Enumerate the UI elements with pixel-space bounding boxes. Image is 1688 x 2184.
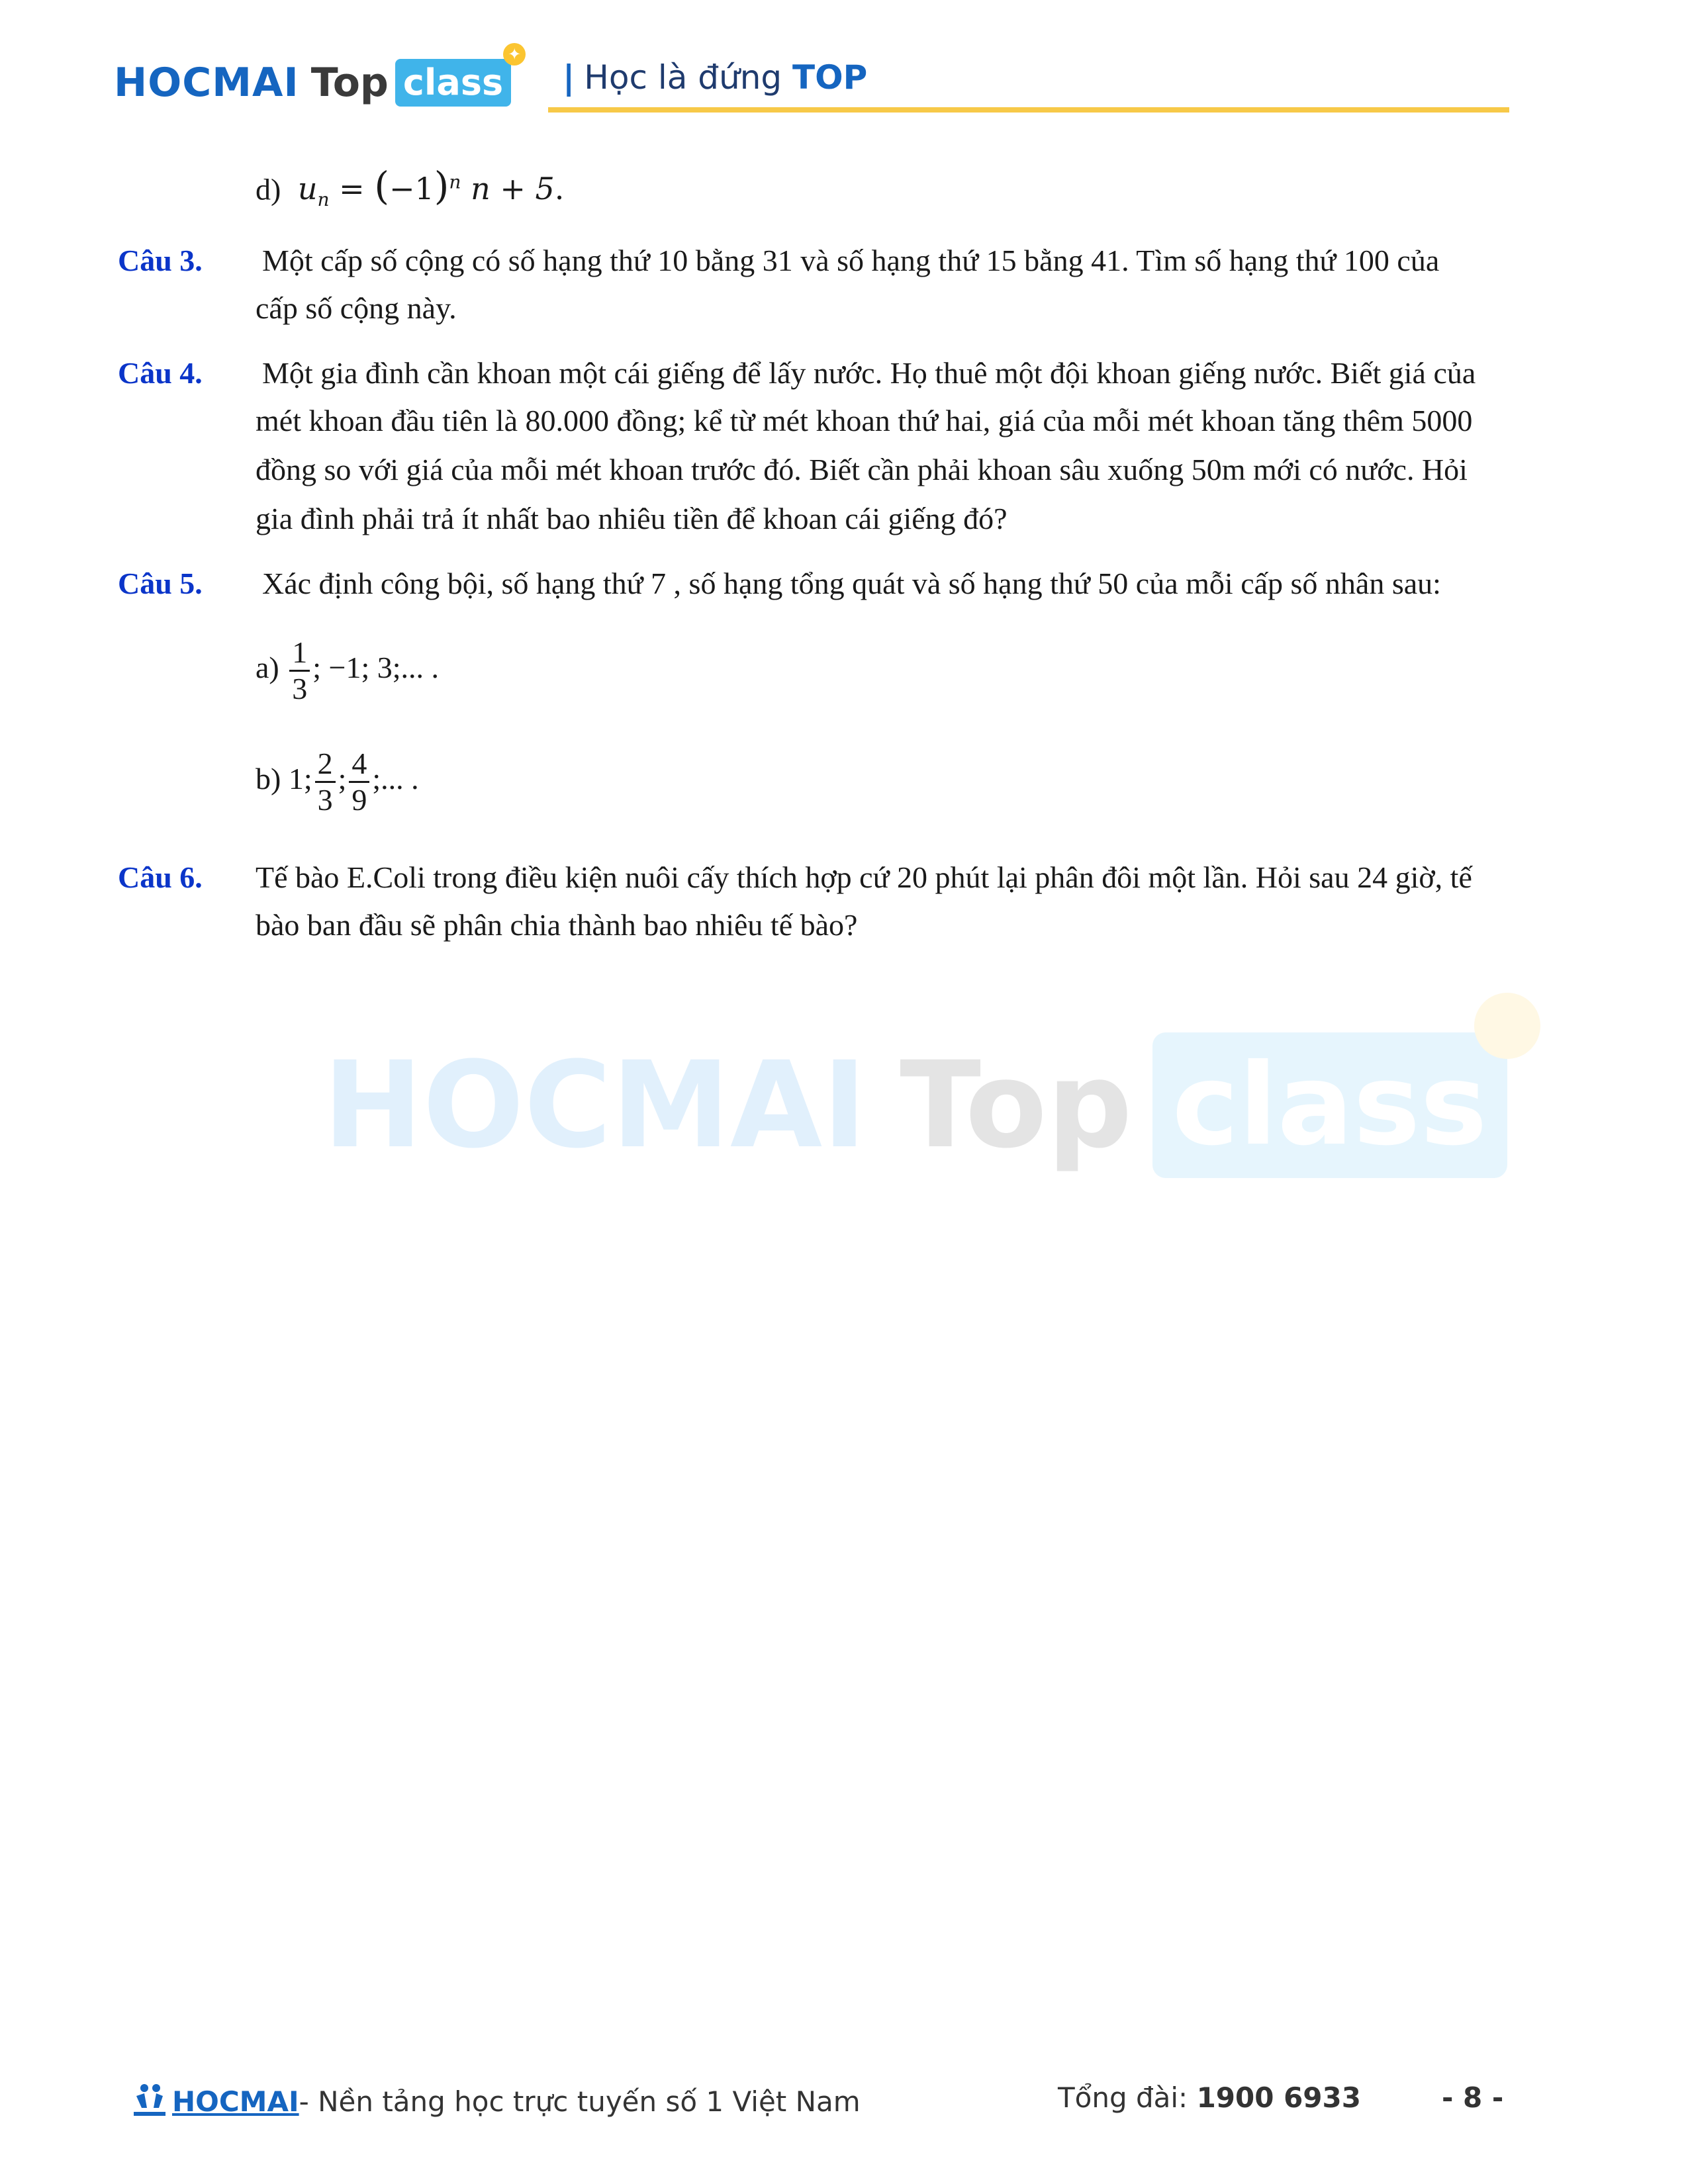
- header-logo: [114, 45, 522, 113]
- watermark-class-badge: [1152, 1032, 1507, 1178]
- q5-line1: Xác định công bội, số hạng thứ 7 , số hạng tổng quát và số hạng thứ 50 của mỗi cấp số nhân sau:: [262, 567, 1441, 600]
- hocmai-people-icon: [130, 2081, 169, 2121]
- math-dot: .: [554, 171, 565, 207]
- q4-line3: đồng so với giá của mỗi mét khoan trước đó. Biết cần phải khoan sâu xuống 50m mới có nước. Hỏi: [256, 453, 1468, 486]
- q5-a-rest: ; −1; 3;... .: [312, 651, 440, 685]
- fraction-denominator: 9: [352, 783, 367, 817]
- watermark-star-icon: [1474, 993, 1540, 1059]
- math-sub: n: [317, 189, 330, 211]
- tagline-bar: |: [563, 58, 575, 97]
- logo-hocmai-text: HOCMAI: [114, 60, 299, 106]
- fraction-numerator: 2: [315, 747, 336, 783]
- q5-label: Câu 5.: [118, 567, 203, 600]
- footer-brand: [130, 2081, 861, 2121]
- fraction: [315, 747, 336, 817]
- fraction-denominator: 3: [292, 672, 308, 705]
- q5-a: [256, 635, 439, 706]
- watermark-class: class: [1172, 1040, 1487, 1171]
- q3-label: Câu 3.: [118, 244, 203, 277]
- q6-line2: bào ban đầu sẽ phân chia thành bao nhiêu tế bào?: [256, 908, 858, 942]
- q5-b-start: 1;: [288, 762, 312, 796]
- logo-class-badge: [395, 45, 522, 107]
- math-eq: =: [329, 171, 375, 207]
- q5-b-sep: ;: [338, 762, 347, 796]
- q4-line4: gia đình phải trả ít nhất bao nhiêu tiền để khoan cái giếng đó?: [256, 502, 1008, 535]
- q4-line1: Một gia đình cần khoan một cái giếng để lấy nước. Họ thuê một đội khoan giếng nước. Biết giá của: [262, 356, 1476, 390]
- logo-top-text: Top: [310, 60, 389, 106]
- q3-line1: Một cấp số cộng có số hạng thứ 10 bằng 31 và số hạng thứ 15 bằng 41. Tìm số hạng thứ 100 của: [262, 244, 1440, 277]
- q6-line1: Tế bào E.Coli trong điều kiện nuôi cấy thích hợp cứ 20 phút lại phân đôi một lần. Hỏi sau 24 giờ, tế: [256, 860, 1472, 894]
- q6-label: Câu 6.: [118, 860, 203, 894]
- tagline-top: TOP: [792, 58, 868, 97]
- star-icon: ✦: [503, 43, 526, 66]
- fraction-numerator: 1: [289, 635, 310, 672]
- page-number: - 8 -: [1442, 2081, 1504, 2114]
- watermark: [323, 1032, 1507, 1178]
- q5-b-rest: ;... .: [372, 762, 419, 796]
- item-d-label: d): [256, 172, 281, 206]
- math-rest: n + 5: [461, 171, 555, 207]
- watermark-hocmai: HOCMAI: [323, 1036, 867, 1175]
- math-lparen: (: [374, 163, 389, 209]
- fraction-numerator: 4: [349, 747, 369, 783]
- item-d: [256, 164, 564, 219]
- footer-phone: [1058, 2081, 1361, 2114]
- math-minus1: −1: [389, 171, 434, 207]
- tagline-text: Học là đứng: [584, 58, 782, 97]
- fraction: [349, 747, 369, 817]
- math-rparen: ): [434, 163, 449, 209]
- fraction-denominator: 3: [317, 783, 333, 817]
- q4-line2: mét khoan đầu tiên là 80.000 đồng; kể từ mét khoan thứ hai, giá của mỗi mét khoan tăng thêm 5000: [256, 404, 1473, 437]
- footer-phone-label: Tổng đài:: [1058, 2081, 1197, 2114]
- q5-b-label: b): [256, 762, 281, 796]
- header-tagline: [563, 58, 867, 97]
- q5-b: [256, 747, 419, 817]
- logo-class-text: class: [402, 62, 504, 103]
- fraction: [289, 635, 310, 706]
- footer-phone-number: 1900 6933: [1196, 2081, 1361, 2114]
- q4-label: Câu 4.: [118, 356, 203, 390]
- header-divider: [548, 107, 1509, 113]
- math-sup: n: [449, 171, 461, 193]
- math-u: u: [297, 171, 318, 207]
- watermark-top: Top: [900, 1036, 1133, 1175]
- q5-a-label: a): [256, 651, 279, 685]
- footer-slogan: - Nền tảng học trực tuyến số 1 Việt Nam: [299, 2085, 861, 2118]
- footer-hocmai-link[interactable]: HOCMAI: [172, 2085, 299, 2118]
- q3-line2: cấp số cộng này.: [256, 291, 457, 325]
